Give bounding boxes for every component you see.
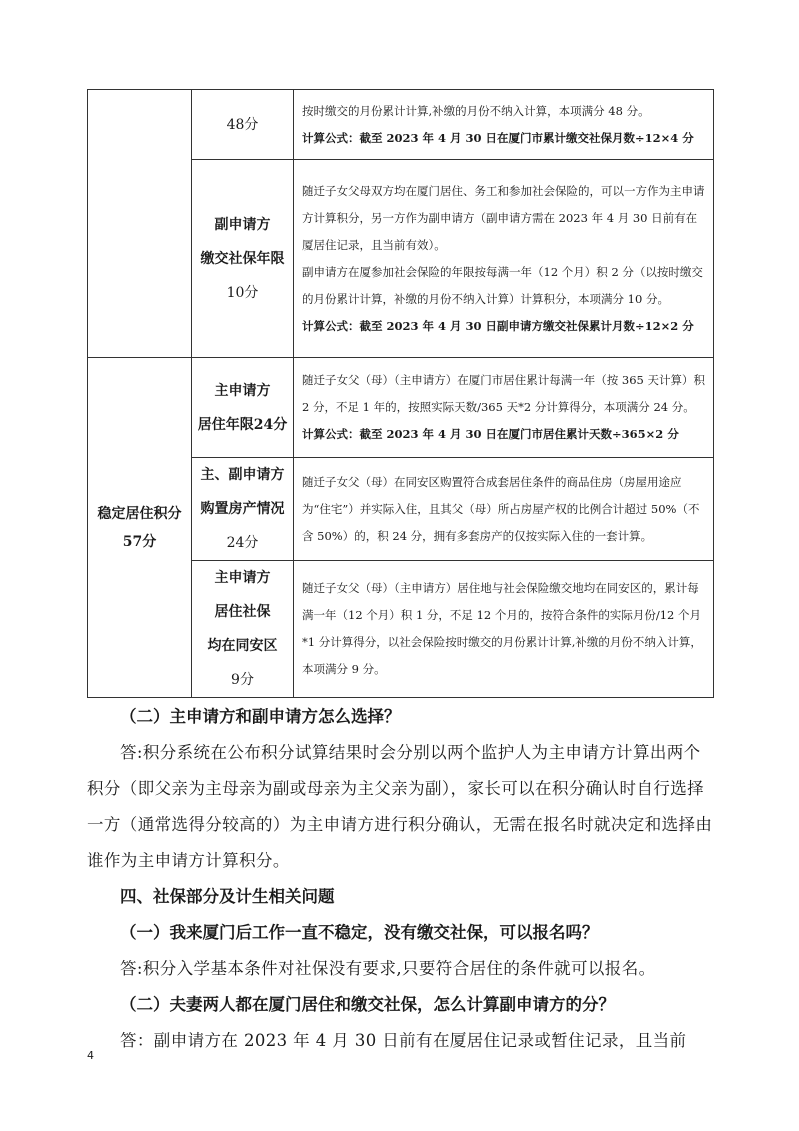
item-score: 48分: [226, 116, 259, 133]
question-heading: （二）主申请方和副申请方怎么选择？: [120, 707, 401, 726]
section-heading: 四、社保部分及计生相关问题: [120, 887, 335, 906]
answer-paragraph: 答:积分入学基本条件对社保没有要求,只要符合居住的条件就可以报名。: [120, 959, 656, 978]
question-heading: （二）夫妻两人都在厦门居住和缴交社保，怎么计算副申请方的分？: [120, 995, 615, 1014]
item-label: 居住社保: [214, 604, 271, 620]
category-score: 57分: [122, 533, 157, 550]
item-label: 主申请方: [214, 382, 271, 399]
item-label: 购置房产情况: [200, 501, 285, 517]
rule-cell: [294, 561, 714, 698]
category-cell-empty: [88, 90, 192, 358]
answer-paragraph: 答：副申请方在 2023 年 4 月 30 日前有在厦居住记录或暂住记录，且当前: [120, 1031, 687, 1050]
rule-cell: [294, 458, 714, 561]
rule-text: 随迁子女父（母）在同安区购置符合成套居住条件的商品住房（房屋用途应为“住宅”）并实际入住，且其父（母）所占房屋产权的比例合计超过 50%（不含 50%）的，积 24 分，拥有多套房产的仅按实际入住的一套计算。: [302, 474, 700, 543]
rule-text: 随迁子女父（母）（主申请方）居住地与社会保险缴交地均在同安区的，累计每满一年（12 个月）积 1 分，不足 12 个月的，按符合条件的实际月份/12 个月*1 分计算得分，以社会保险按时缴交的月份累计计算,补缴的月份不纳入计算，本项满分 9 分。: [302, 581, 702, 676]
item-label: 副申请方: [214, 216, 271, 233]
table-row: [88, 358, 714, 458]
rule-cell: [294, 358, 714, 458]
formula-text: 计算公式：截至 2023 年 4 月 30 日在厦门市累计缴交社保月数÷12×4 分: [302, 130, 694, 145]
rule-text: 随迁子女父母双方均在厦门居住、务工和参加社会保险的，可以一方作为主申请方计算积分，另一方作为副申请方（副申请方需在 2023 年 4 月 30 日前有在厦居住记录，且当前有效）。: [302, 183, 705, 252]
rule-text: 随迁子女父（母）（主申请方）在厦门市居住累计每满一年（按 365 天计算）积 2 分，不足 1 年的，按照实际天数/365 天*2 分计算得分，本项满分 24 分。: [302, 373, 706, 414]
item-cell: [192, 90, 294, 160]
category-label: 稳定居住积分: [97, 505, 182, 522]
table-row: [88, 90, 714, 160]
rule-text: 按时缴交的月份累计计算,补缴的月份不纳入计算，本项满分 48 分。: [302, 103, 650, 118]
formula-text: 计算公式：截至 2023 年 4 月 30 日副申请方缴交社保累计月数÷12×2 分: [302, 318, 694, 333]
item-label: 主申请方: [214, 570, 271, 586]
item-label: 均在同安区: [207, 638, 278, 654]
formula-text: 计算公式：截至 2023 年 4 月 30 日在厦门市居住累计天数÷365×2 分: [302, 427, 679, 441]
question-heading: （一）我来厦门后工作一直不稳定，没有缴交社保，可以报名吗？: [120, 923, 599, 942]
item-score: 24分: [226, 535, 259, 551]
rule-cell: [294, 160, 714, 358]
rule-text: 副申请方在厦参加社会保险的年限按每满一年（12 个月）积 2 分（以按时缴交的月份累计计算，补缴的月份不纳入计算）计算积分，本项满分 10 分。: [302, 264, 703, 306]
item-score: 9分: [231, 672, 254, 688]
item-score: 10分: [226, 284, 259, 301]
item-label: 居住年限24分: [197, 416, 288, 433]
item-label: 缴交社保年限: [200, 250, 285, 267]
item-cell: [192, 561, 294, 698]
rule-cell: [294, 90, 714, 160]
category-cell: [88, 358, 192, 698]
score-table: [87, 89, 714, 698]
item-cell: [192, 160, 294, 358]
answer-paragraph: 答:积分系统在公布积分试算结果时会分别以两个监护人为主申请方计算出两个积分（即父亲为主母亲为副或母亲为主父亲为副），家长可以在积分确认时自行选择一方（通常选得分较高的）为主申请方进行积分确认，无需在报名时就决定和选择由谁作为主申请方计算积分。: [87, 743, 713, 870]
item-label: 主、副申请方: [200, 467, 285, 483]
item-cell: [192, 458, 294, 561]
item-cell: [192, 358, 294, 458]
page-number: 4: [87, 1049, 94, 1062]
